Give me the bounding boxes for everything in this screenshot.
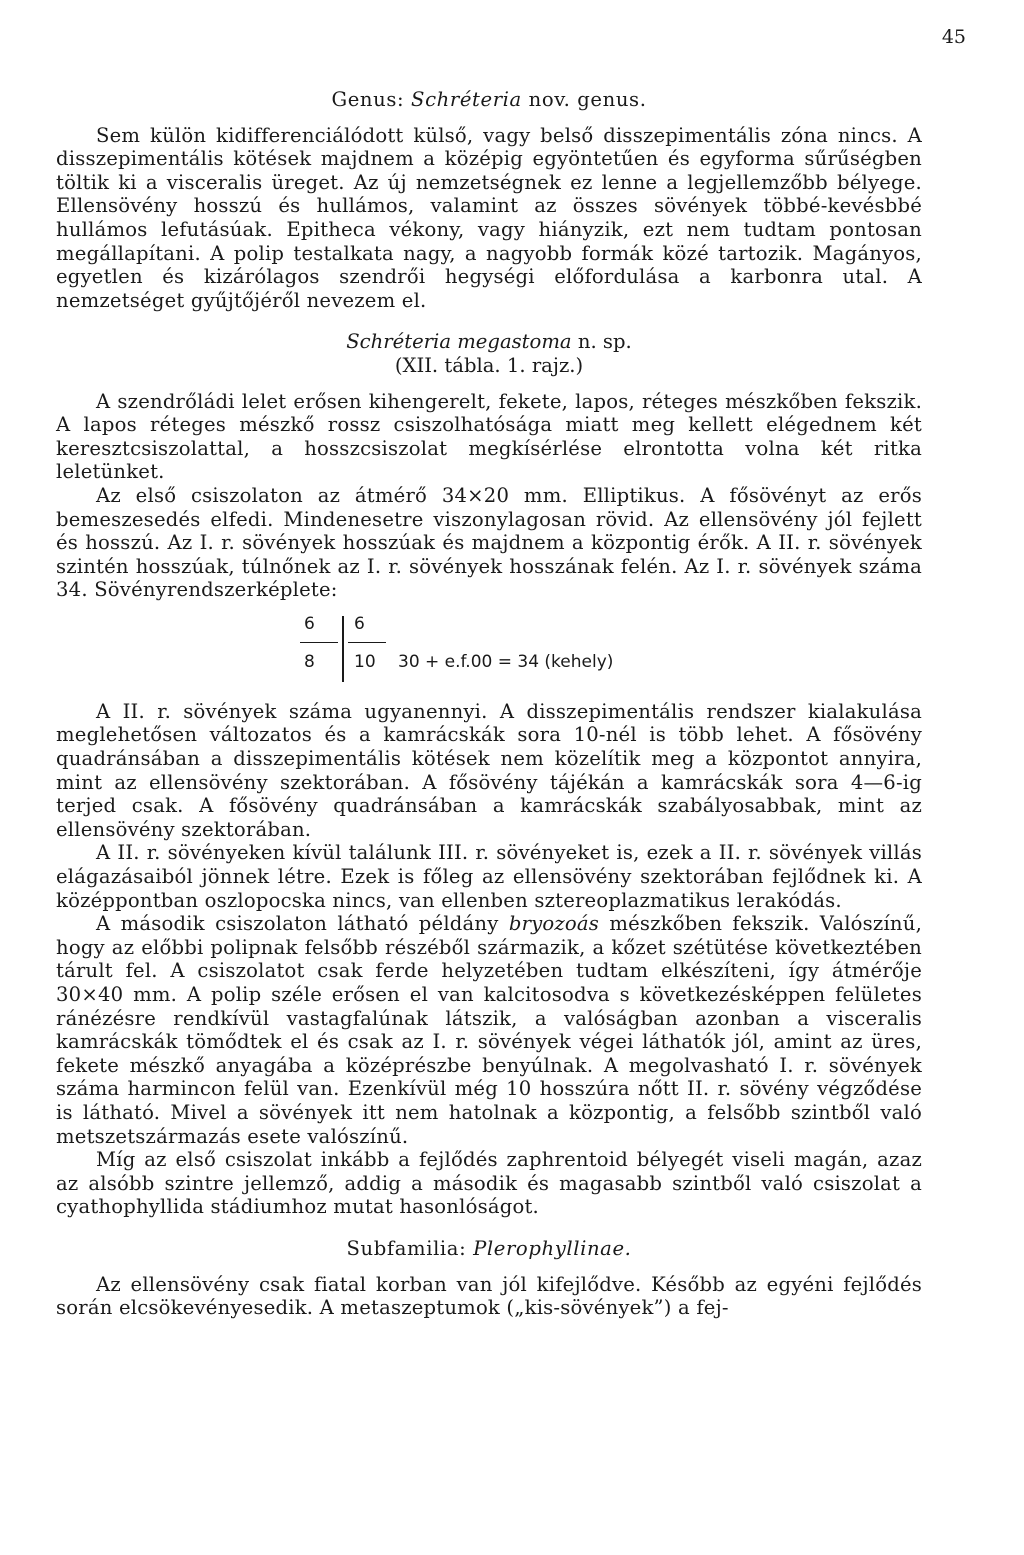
genus-suffix: nov. genus. (528, 88, 647, 111)
bryozoa-text-after: mészkőben fekszik. Valószínű, hogy az előbbi polipnak felsőbb részéből származik, a kőzet szétütése következtében tárult fel. A csiszolatot csak ferde helyzetében tudtam elkészíteni, így átmérője 30×40 mm. A polip széle erősen el van kalcitosodva s következésképpen felületes ránézésre rendkívül vastagfalúnak látszik, a valóságban azonban a visceralis kamrácskák tömődtek el és csak az I. r. sövények végei láthatók jól, amint az üres, fekete mészkő anyagába a középrészbe benyúlnak. A megolvasható I. r. sövények száma harmincon felül van. Ezenkívül még 10 hosszúra nőtt II. r. sövény végződése is látható. Mivel a sövények itt nem hatolnak a központig, a felsőbb szintből való metszetszármazás esete valószínű. (56, 912, 922, 1148)
intro-paragraph: Sem külön kidifferenciálódott külső, vagy belső disszepimentális zóna nincs. A disszepimentális kötések majdnem a középig egyöntetűen és egyforma sűrűségben töltik ki a visceralis üreget. Az új nemzetségnek ez lenne a legjellemzőbb bélyege. Ellensövény hosszú és hullámos, valamint az összes sövények többé-kevésbbé hullámos lefutásúak. Epitheca vékony, vagy hiányzik, ezt nem tudtam pontosan megállapítani. A polip testalkata nagy, a nagyobb formák közé tartozik. Magányos, egyetlen és kizárólagos szendrői hegységi előfordulása a karbonra utal. A nemzetséget gyűjtőjéről nevezem el. (56, 123, 922, 312)
species-heading (56, 330, 922, 354)
formula-line-left (300, 642, 338, 644)
subfamily-heading (56, 1237, 922, 1261)
formula-line-right (348, 642, 386, 644)
formula-bottom-left: 8 (304, 651, 315, 672)
page-body (56, 88, 922, 1320)
final-paragraph: Míg az első csiszolat inkább a fejlődés zaphrentoid bélyegét viseli magán, azaz az alsóbb szintre jellemző, addig a második és magasabb szintből való csiszolat a cyathophyllida stádiumhoz mutat hasonlóságot. (56, 1148, 922, 1219)
body-paragraph: A II. r. sövények száma ugyanennyi. A disszepimentális rendszer kialakulása meglehetősen változatos és a kamrácskák sora 10-nél is több lehet. A fősövény quadránsában a disszepimentális kötések nem közelítik meg a központot annyira, mint az ellensövény szektorában. A fősövény tájékán a kamrácskák sora 4—6-ig terjed csak. A fősövény quadránsában a kamrácskák szabályosabbak, mint az ellensövény szektorában. (56, 699, 922, 841)
formula-total: 30 + e.f.00 = 34 (kehely) (398, 651, 614, 672)
formula-top-left: 6 (304, 613, 315, 634)
formula-top-right: 6 (354, 613, 365, 634)
formula-bottom-right: 10 (354, 651, 376, 672)
page-number: 45 (941, 26, 966, 48)
body-paragraph: A II. r. sövényeken kívül találunk III. r. sövényeket is, ezek a II. r. sövények villás elágazásaiból jönnek létre. Ezek is főleg az ellensövény szektorában fejlődnek ki. A középpontban oszlopocska nincs, van ellenben sztereoplazmatikus lerakódás. (56, 841, 922, 912)
species-name: Schréteria megastoma (346, 330, 572, 354)
bryozoa-term: bryozoás (508, 912, 600, 936)
species-suffix: n. sp. (577, 330, 632, 354)
bryozoa-paragraph (56, 912, 922, 1148)
genus-prefix: Genus: (331, 88, 405, 111)
genus-name: Schréteria (411, 88, 522, 111)
formula-divider (342, 616, 344, 682)
bryozoa-text-before: A második csiszolaton látható példány (96, 912, 499, 936)
genus-heading (56, 88, 922, 112)
septal-formula (56, 610, 922, 690)
species-paragraph: Az első csiszolaton az átmérő 34×20 mm. Elliptikus. A fősövényt az erős bemeszesedés elfedi. Mindenesetre viszonylagosan rövid. Az ellensövény jól fejlett és hosszú. Az I. r. sövények hosszúak és majdnem a központig érők. A II. r. sövények szintén hosszúak, túlnőnek az I. r. sövények hosszának felén. Az I. r. sövények száma 34. Sövényrendszerképlete: (56, 483, 922, 602)
subfamily-name: Plerophyllinae. (473, 1236, 632, 1260)
species-plate-reference: (XII. tábla. 1. rajz.) (394, 353, 584, 377)
subfamily-prefix: Subfamilia: (346, 1236, 467, 1260)
species-paragraph: A szendrőládi lelet erősen kihengerelt, fekete, lapos, réteges mészkőben fekszik. A lapos réteges mészkő rossz csiszolhatósága miatt meg kellett elégednem két keresztcsiszolattal, a hosszcsiszolat megkísérlése elrontotta volna két ritka leletünket. (56, 389, 922, 484)
subfamily-paragraph: Az ellensövény csak fiatal korban van jól kifejlődve. Később az egyéni fejlődés során elcsökevényesedik. A metaszeptumok („kis-sövények”) a fej- (56, 1272, 922, 1320)
